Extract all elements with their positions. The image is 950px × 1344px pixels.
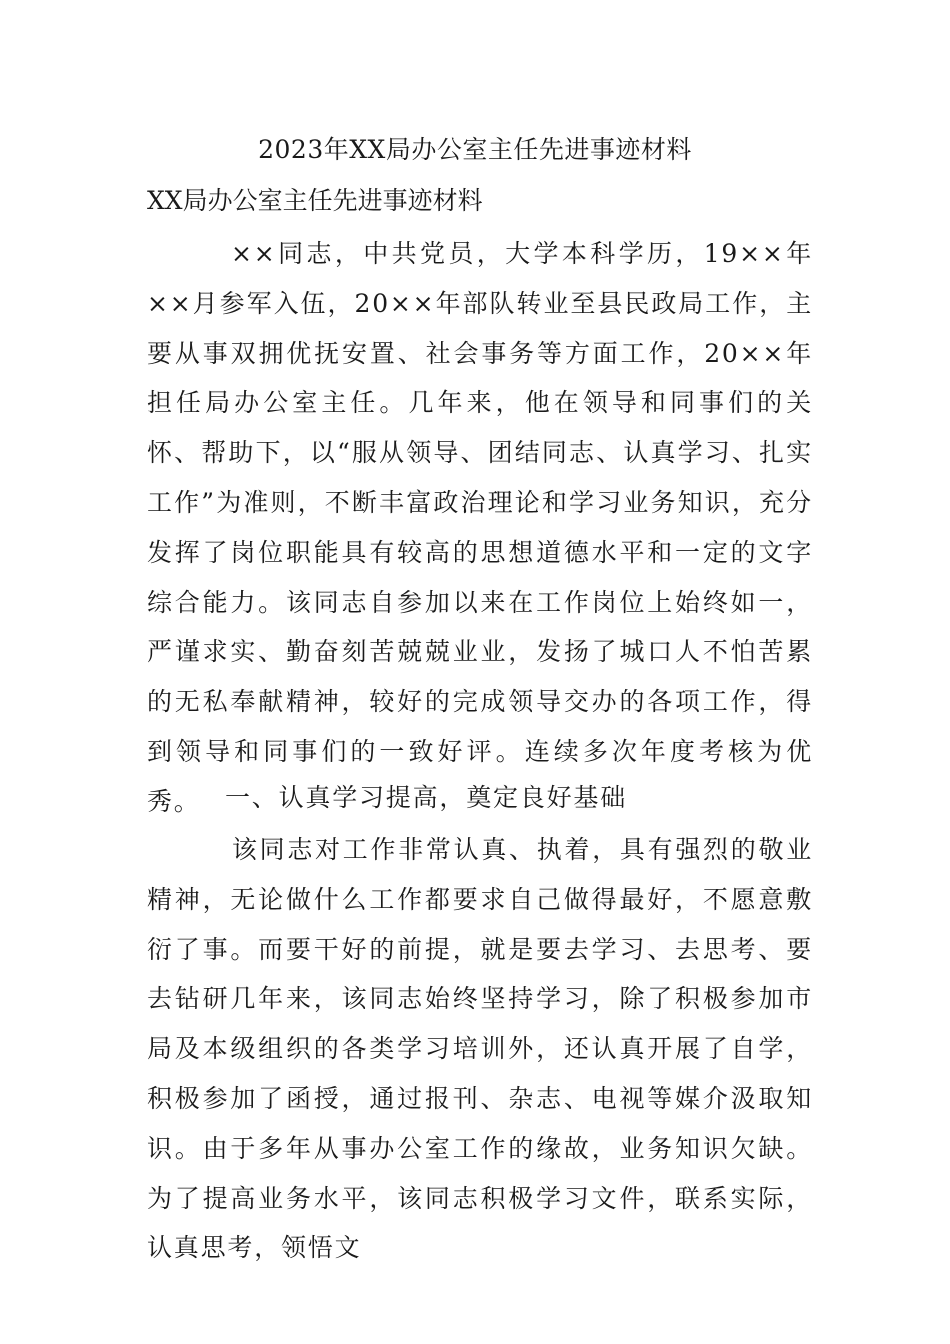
document-title: 2023年XX局办公室主任先进事迹材料: [258, 135, 692, 164]
body-paragraph-1: [147, 229, 813, 827]
document-subtitle: XX局办公室主任先进事迹材料: [147, 186, 483, 215]
paragraph-1-text: ××同志，中共党员，大学本科学历，19××年××月参军入伍，20××年部队转业至县民政局工作，主要从事双拥优抚安置、社会事务等方面工作，20××年担任局办公室主任。几年来，他在领导和同事们的关怀、帮助下，以“服从领导、团结同志、认真学习、扎实工作”为准则，不断丰富政治理论和学习业务知识，充分发挥了岗位职能具有较高的思想道德水平和一定的文字综合能力。该同志自参加以来在工作岗位上始终如一，严谨求实、勤奋刻苦兢兢业业，发扬了城口人不怕苦累的无私奉献精神，较好的完成领导交办的各项工作，得到领导和同事们的一致好评。连续多次年度考核为优秀。: [147, 239, 813, 816]
section-heading-1: 一、认真学习提高，奠定良好基础: [225, 783, 628, 812]
body-paragraph-2: [147, 825, 813, 1273]
paragraph-2-text: 该同志对工作非常认真、执着，具有强烈的敬业精神，无论做什么工作都要求自己做得最好，不愿意敷衍了事。而要干好的前提，就是要去学习、去思考、要去钻研几年来，该同志始终坚持学习，除了积极参加市局及本级组织的各类学习培训外，还认真开展了自学，积极参加了函授，通过报刊、杂志、电视等媒介汲取知识。由于多年从事办公室工作的缘故，业务知识欠缺。为了提高业务水平，该同志积极学习文件，联系实际，认真思考，领悟文: [147, 835, 813, 1263]
